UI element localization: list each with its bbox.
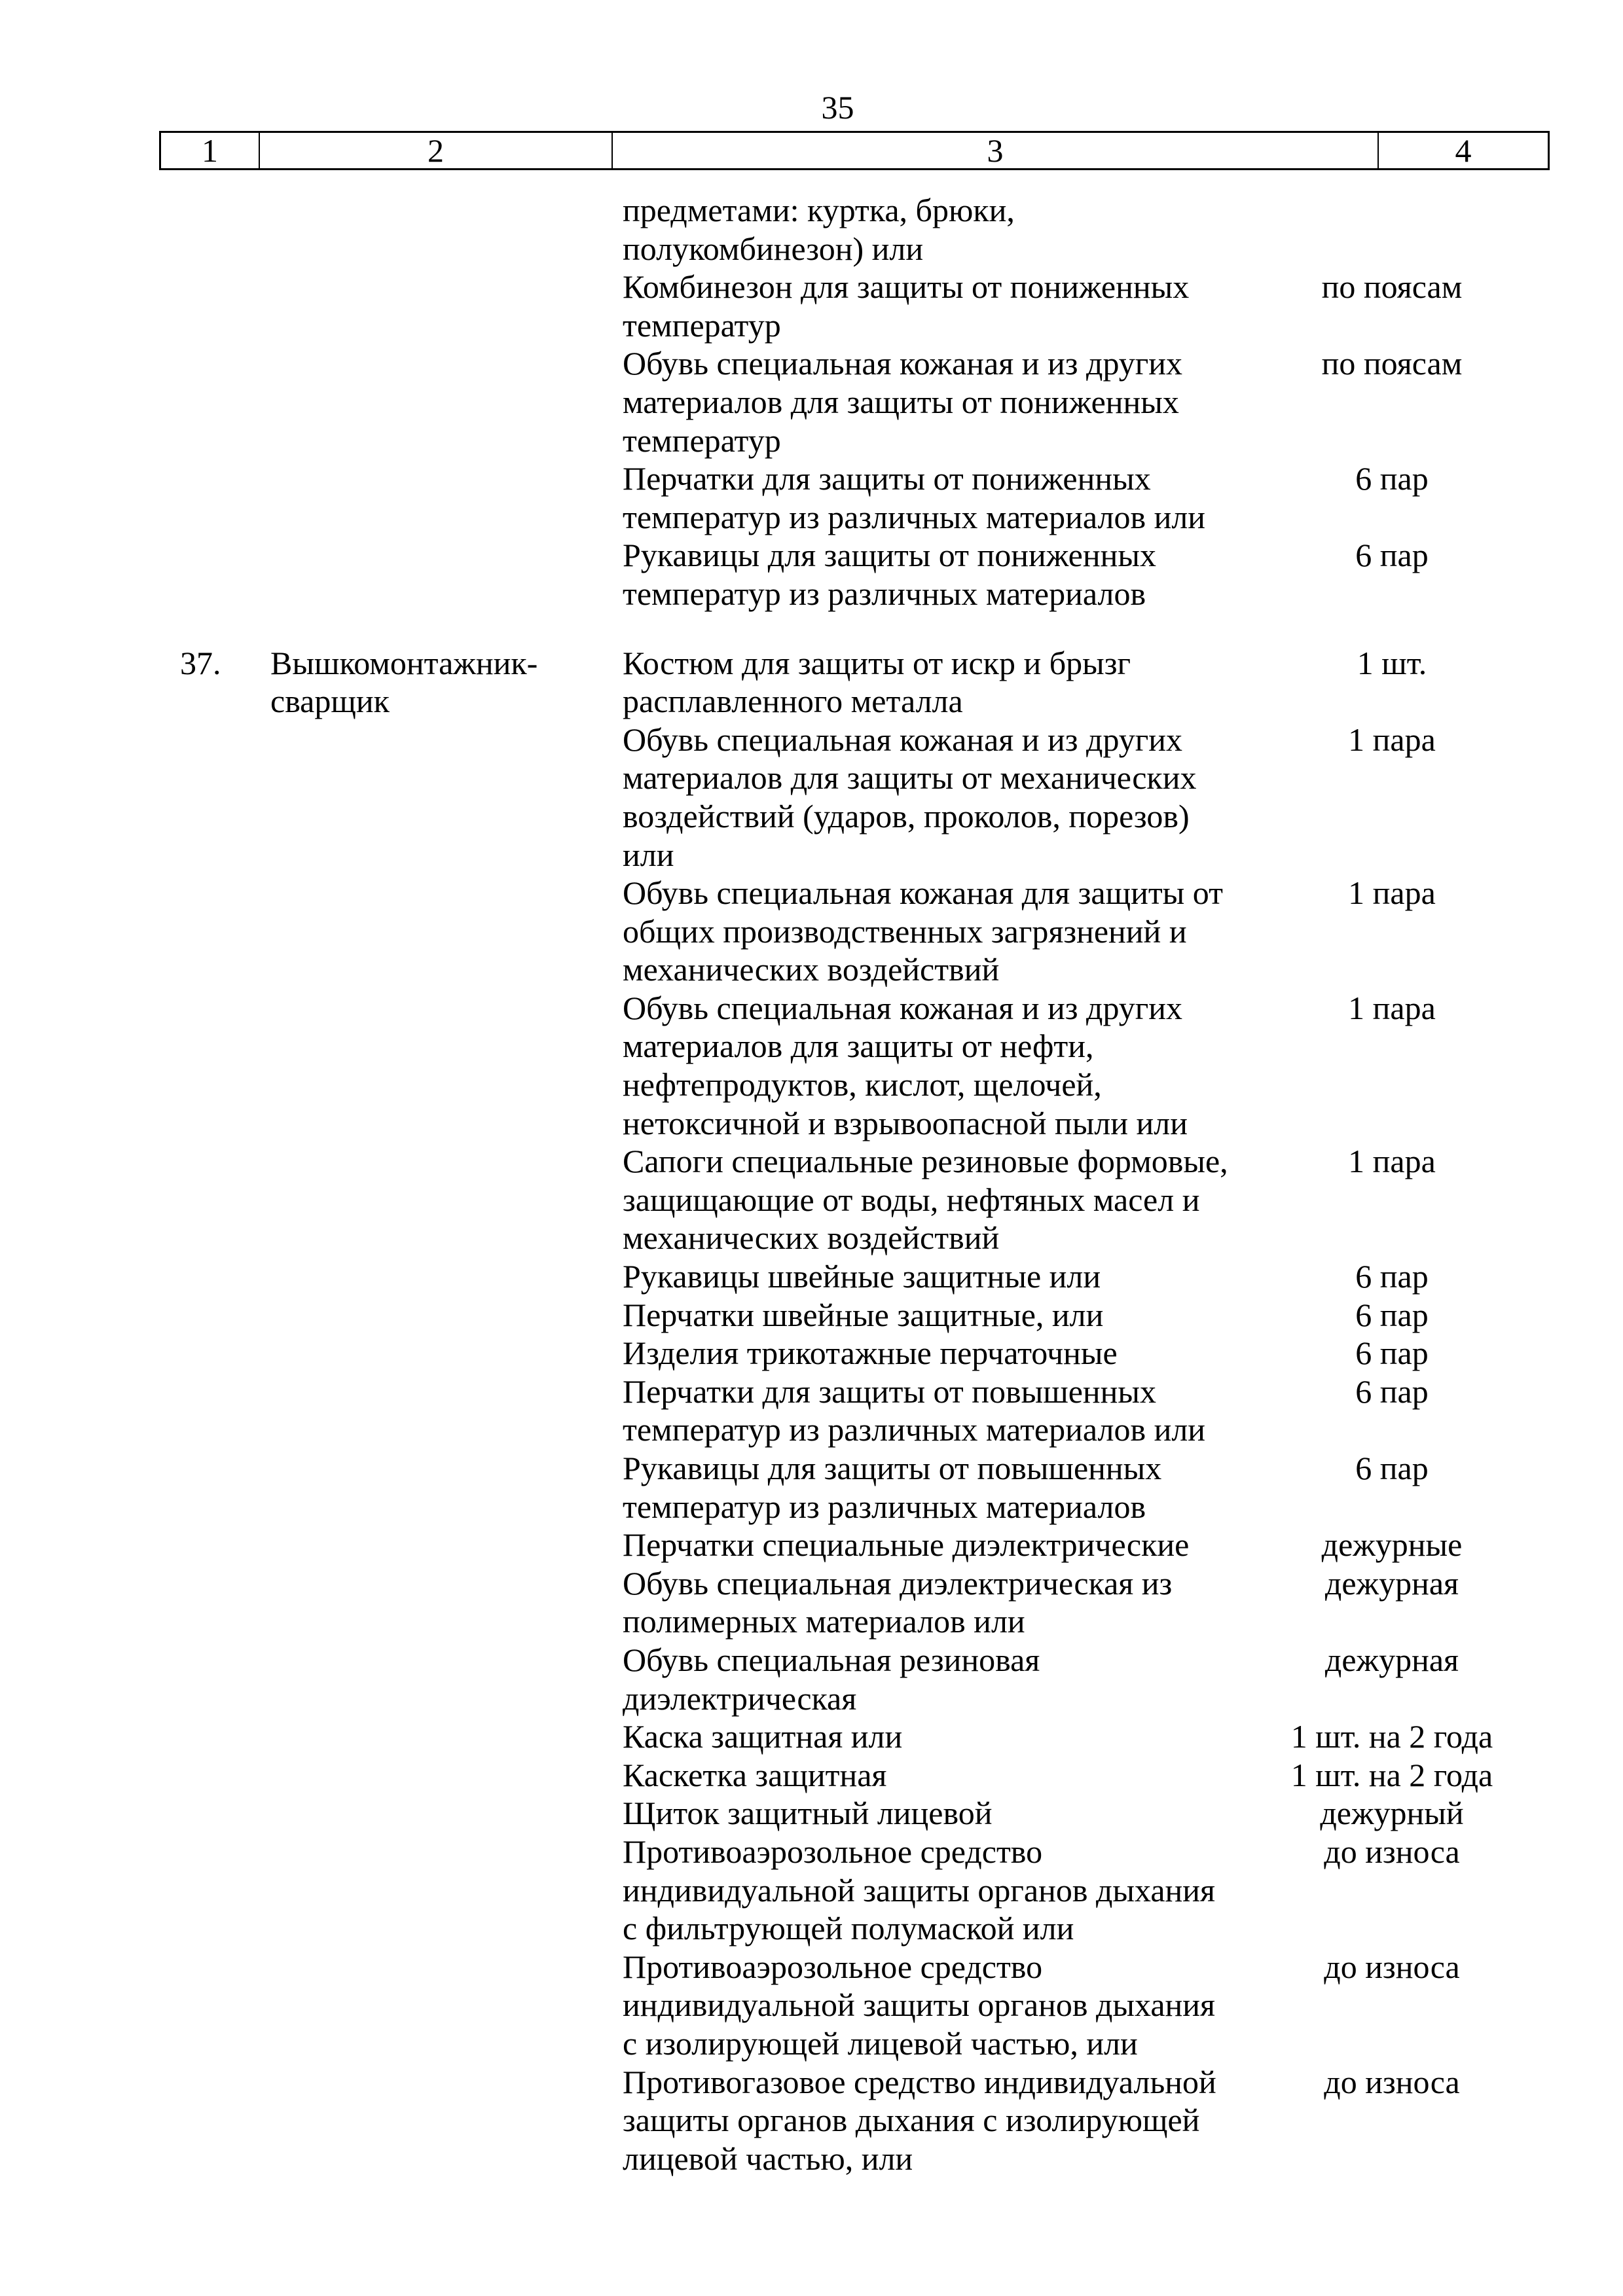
- ppe-item-name: [623, 1142, 1317, 1257]
- ppe-item-line: материалов для защиты от нефти,: [623, 1028, 1094, 1065]
- ppe-item-line: Обувь специальная кожаная и из других: [623, 721, 1183, 758]
- ppe-item-quantity: до износа: [1324, 1833, 1460, 1870]
- ppe-item-line: температур из различных материалов или: [623, 498, 1206, 535]
- ppe-item-line: Противоаэрозольное средство: [623, 1833, 1043, 1870]
- ppe-item-line: Противогазовое средство индивидуальной: [623, 2063, 1216, 2100]
- ppe-item-line: Комбинезон для защиты от пониженных: [623, 268, 1190, 306]
- ppe-item-name: [623, 1564, 1317, 1641]
- ppe-entry: [159, 1257, 1550, 1296]
- ppe-item-line: Обувь специальная диэлектрическая из: [623, 1564, 1173, 1602]
- ppe-item-line: или: [623, 836, 674, 873]
- ppe-item-line: Рукавицы швейные защитные или: [623, 1258, 1101, 1295]
- ppe-item-name: [623, 1717, 1317, 1756]
- ppe-item-line: Рукавицы для защиты от пониженных: [623, 537, 1156, 574]
- ppe-item-line: расплавленного металла: [623, 683, 963, 720]
- ppe-item-line: Обувь специальная резиновая: [623, 1641, 1040, 1678]
- ppe-item-quantity: дежурный: [1320, 1795, 1464, 1832]
- ppe-item-line: защищающие от воды, нефтяных масел и: [623, 1181, 1200, 1218]
- ppe-entry: [159, 1142, 1550, 1257]
- ppe-entry: [159, 1794, 1550, 1833]
- ppe-item-line: Обувь специальная кожаная для защиты от: [623, 874, 1223, 912]
- ppe-item-name: [623, 1296, 1317, 1335]
- ppe-item-line: Каскетка защитная: [623, 1756, 887, 1793]
- ppe-entry: [159, 459, 1550, 536]
- ppe-entry: [159, 874, 1550, 989]
- ppe-item-line: индивидуальной защиты органов дыхания: [623, 1871, 1216, 1909]
- ppe-item-quantity: 1 пара: [1348, 721, 1436, 758]
- job-title-line: сварщик: [270, 683, 390, 720]
- ppe-item-line: температур из различных материалов или: [623, 1411, 1206, 1448]
- ppe-item-line: индивидуальной защиты органов дыхания: [623, 1986, 1216, 2024]
- header-col-2: 2: [260, 133, 613, 168]
- ppe-item-line: общих производственных загрязнений и: [623, 912, 1187, 950]
- header-col-4: 4: [1455, 132, 1472, 169]
- ppe-entry: [159, 1526, 1550, 1564]
- ppe-item-quantity: дежурная: [1324, 1641, 1459, 1678]
- ppe-item-quantity: 6 пар: [1355, 1258, 1429, 1295]
- ppe-item-line: воздействий (ударов, проколов, порезов): [623, 797, 1190, 834]
- ppe-item-name: [623, 874, 1317, 989]
- ppe-item-name: [623, 1948, 1317, 2063]
- ppe-item-quantity: по поясам: [1321, 345, 1463, 382]
- ppe-item-quantity: 1 шт. на 2 года: [1290, 1718, 1493, 1755]
- ppe-item-line: механических воздействий: [623, 951, 1000, 988]
- ppe-item-name: [623, 721, 1317, 874]
- ppe-item-quantity: 6 пар: [1355, 1296, 1429, 1333]
- ppe-item-line: Перчатки для защиты от повышенных: [623, 1372, 1156, 1410]
- ppe-item-line: Обувь специальная кожаная и из других: [623, 989, 1183, 1026]
- ppe-item-line: нефтепродуктов, кислот, щелочей,: [623, 1066, 1102, 1103]
- ppe-item-quantity: дежурные: [1321, 1526, 1463, 1564]
- ppe-item-name: [623, 1257, 1317, 1296]
- job-title: [270, 644, 538, 721]
- ppe-item-name: [623, 459, 1317, 536]
- ppe-item-line: лицевой частью, или: [623, 2140, 913, 2177]
- ppe-item-line: температур: [623, 422, 781, 459]
- ppe-item-quantity: до износа: [1324, 1948, 1460, 1985]
- ppe-item-name: [623, 268, 1317, 344]
- ppe-item-quantity: 6 пар: [1355, 460, 1429, 497]
- ppe-item-line: Сапоги специальные резиновые формовые,: [623, 1143, 1228, 1180]
- ppe-item-name: [623, 1334, 1317, 1372]
- ppe-item-line: Перчатки швейные защитные, или: [623, 1296, 1104, 1333]
- ppe-item-line: Костюм для защиты от искр и брызг: [623, 644, 1131, 681]
- ppe-entry: [159, 1717, 1550, 1756]
- ppe-entry: [159, 1334, 1550, 1372]
- ppe-item-name: [623, 344, 1317, 459]
- ppe-item-name: [623, 1372, 1317, 1449]
- ppe-item-line: материалов для защиты от пониженных: [623, 383, 1179, 420]
- ppe-entry: [159, 268, 1550, 344]
- ppe-item-quantity: 6 пар: [1355, 1335, 1429, 1372]
- job-title-line: Вышкомонтажник-: [270, 644, 538, 681]
- table-row-group: [159, 191, 1550, 613]
- ppe-item-quantity: до износа: [1324, 2063, 1460, 2100]
- ppe-item-line: Щиток защитный лицевой: [623, 1795, 993, 1832]
- ppe-item-name: [623, 2063, 1317, 2178]
- ppe-item-line: материалов для защиты от механических: [623, 759, 1197, 797]
- row-number: 37.: [180, 644, 221, 681]
- ppe-item-line: Перчатки специальные диэлектрические: [623, 1526, 1190, 1564]
- ppe-item-line: Противоаэрозольное средство: [623, 1948, 1043, 1985]
- ppe-item-quantity: [1271, 191, 1513, 268]
- ppe-entry: [159, 191, 1550, 268]
- ppe-entry: [159, 989, 1550, 1142]
- ppe-item-line: механических воздействий: [623, 1219, 1000, 1257]
- ppe-item-line: с фильтрующей полумаской или: [623, 1910, 1074, 1947]
- ppe-item-quantity: 1 шт. на 2 года: [1290, 1756, 1493, 1793]
- ppe-item-quantity: дежурная: [1324, 1564, 1459, 1602]
- ppe-item-quantity: 6 пар: [1355, 1372, 1429, 1410]
- ppe-item-name: [623, 1756, 1317, 1795]
- ppe-entry: [159, 1756, 1550, 1795]
- ppe-item-name: [623, 1794, 1317, 1833]
- ppe-item-line: температур: [623, 306, 781, 344]
- table-row-group: [159, 644, 1550, 2178]
- ppe-entry: [159, 344, 1550, 459]
- ppe-item-name: [623, 1526, 1317, 1564]
- ppe-entry: [159, 1948, 1550, 2063]
- header-col-3: 3: [613, 133, 1379, 168]
- ppe-item-quantity: 6 пар: [1355, 537, 1429, 574]
- ppe-entry: [159, 536, 1550, 613]
- ppe-item-line: защиты органов дыхания с изолирующей: [623, 2102, 1200, 2139]
- table-body: [159, 191, 1550, 2178]
- ppe-item-line: Перчатки для защиты от пониженных: [623, 460, 1151, 497]
- ppe-item-quantity: по поясам: [1321, 268, 1463, 306]
- ppe-item-line: диэлектрическая: [623, 1679, 857, 1717]
- table-header-row: [159, 131, 1550, 170]
- ppe-item-line: температур из различных материалов: [623, 1488, 1146, 1525]
- ppe-item-line: нетоксичной и взрывоопасной пыли или: [623, 1104, 1188, 1141]
- ppe-entry: [159, 1372, 1550, 1449]
- ppe-entry: [159, 1641, 1550, 1717]
- ppe-item-line: температур из различных материалов: [623, 575, 1146, 612]
- ppe-item-quantity: 6 пар: [1355, 1450, 1429, 1486]
- ppe-entry: [159, 1296, 1550, 1335]
- ppe-item-name: [623, 191, 1317, 268]
- ppe-item-line: полимерных материалов или: [623, 1603, 1025, 1640]
- ppe-item-name: [623, 536, 1317, 613]
- ppe-item-name: [623, 1833, 1317, 1948]
- ppe-entry: [159, 721, 1550, 874]
- ppe-item-quantity: 1 пара: [1348, 989, 1436, 1026]
- ppe-item-quantity: 1 пара: [1348, 1143, 1436, 1180]
- ppe-item-line: с изолирующей лицевой частью, или: [623, 2024, 1138, 2062]
- ppe-entry: [159, 1833, 1550, 1948]
- ppe-item-name: [623, 1641, 1317, 1717]
- ppe-item-name: [623, 1449, 1317, 1526]
- ppe-item-line: Обувь специальная кожаная и из других: [623, 345, 1183, 382]
- ppe-entry: [159, 1449, 1550, 1526]
- ppe-item-name: [623, 644, 1317, 721]
- ppe-item-line: предметами: куртка, брюки,: [623, 192, 1015, 228]
- ppe-entry: [159, 2063, 1550, 2178]
- ppe-item-line: полукомбинезон) или: [623, 230, 924, 267]
- ppe-item-line: Каска защитная или: [623, 1718, 903, 1755]
- ppe-item-line: Рукавицы для защиты от повышенных: [623, 1450, 1162, 1486]
- page-number: 35: [821, 89, 854, 126]
- ppe-item-quantity: 1 шт.: [1357, 644, 1427, 681]
- header-col-1: 1: [161, 133, 260, 168]
- ppe-item-quantity: 1 пара: [1348, 874, 1436, 912]
- ppe-entry: [159, 1564, 1550, 1641]
- ppe-item-name: [623, 989, 1317, 1142]
- ppe-item-line: Изделия трикотажные перчаточные: [623, 1335, 1118, 1372]
